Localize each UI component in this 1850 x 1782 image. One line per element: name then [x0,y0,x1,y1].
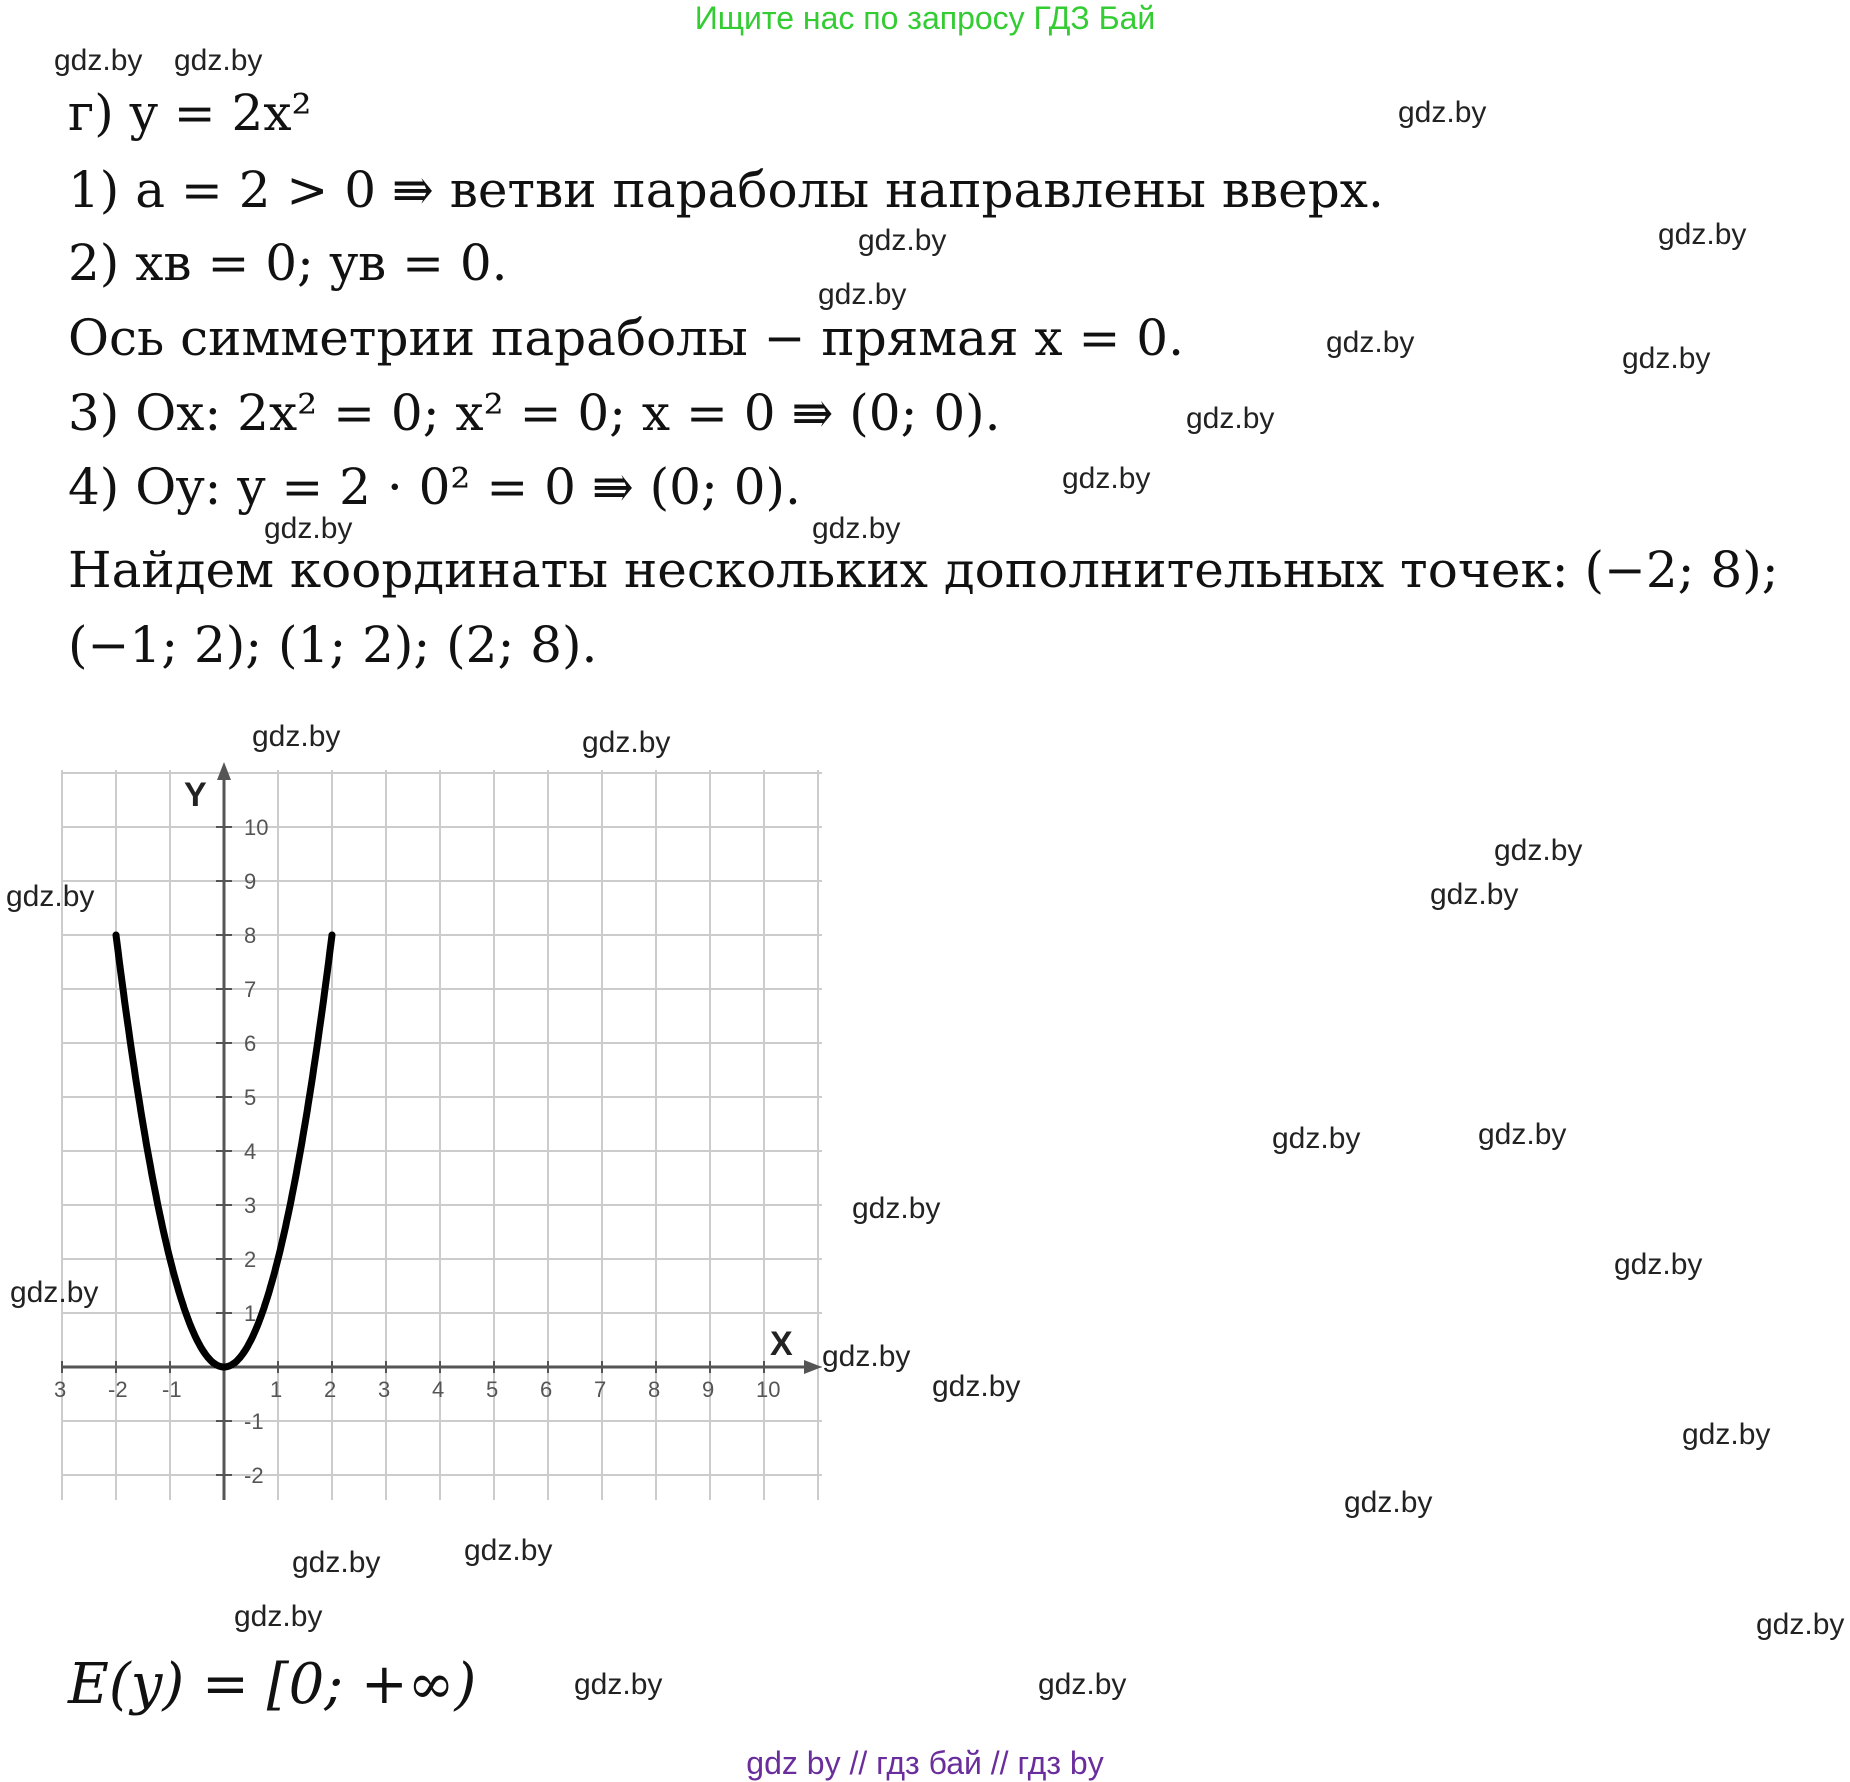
x-tick-label: 3 [378,1377,391,1402]
watermark: gdz.by [582,726,671,759]
watermark: gdz.by [852,1192,941,1225]
watermark: gdz.by [1326,326,1415,359]
watermark: gdz.by [812,512,901,545]
y-tick-label: 2 [244,1247,257,1272]
x-tick-label: 5 [486,1377,499,1402]
watermark: gdz.by [234,1600,323,1633]
watermark: gdz.by [264,512,353,545]
watermark: gdz.by [252,720,341,753]
step-3: 3) Ox: 2x² = 0; x² = 0; x = 0 ⇛ (0; 0). [68,384,1001,442]
step-4: 4) Oy: y = 2 · 0² = 0 ⇛ (0; 0). [68,458,801,516]
range-of-function: E(y) = [0; +∞) [68,1652,477,1717]
extra-points-line-2: (−1; 2); (1; 2); (2; 8). [68,616,598,674]
watermark: gdz.by [1398,96,1487,129]
y-tick-label: -1 [244,1409,264,1434]
watermark: gdz.by [1344,1486,1433,1519]
watermark: gdz.by [1186,402,1275,435]
watermark: gdz.by [858,224,947,257]
watermark: gdz.by [1658,218,1747,251]
y-axis-arrow [217,762,231,780]
y-axis-label: Y [184,776,207,814]
y-tick-label: 4 [244,1139,257,1164]
watermark: gdz.by [54,44,143,77]
watermark: gdz.by [1038,1668,1127,1701]
y-tick-label: 7 [244,977,257,1002]
search-hint-link[interactable]: Ищите нас по запросу ГДЗ Бай [694,0,1156,36]
x-tick-label: 3 [54,1377,67,1402]
y-tick-label: 10 [244,815,269,840]
x-tick-label: 7 [594,1377,607,1402]
watermark: gdz.by [292,1546,381,1579]
watermark: gdz.by [1614,1248,1703,1281]
watermark: gdz.by [1494,834,1583,867]
watermark: gdz.by [818,278,907,311]
x-tick-label: 2 [324,1377,337,1402]
x-axis-arrow [804,1360,822,1374]
x-tick-label: -2 [108,1377,128,1402]
watermark: gdz.by [932,1370,1021,1403]
y-tick-label: 3 [244,1193,257,1218]
x-tick-label: -1 [162,1377,182,1402]
y-tick-label: 6 [244,1031,257,1056]
watermark: gdz.by [1622,342,1711,375]
step-2: 2) xв = 0; yв = 0. [68,234,508,292]
watermark: gdz.by [1478,1118,1567,1151]
watermark: gdz.by [464,1534,553,1567]
watermark: gdz.by [574,1668,663,1701]
step-1: 1) a = 2 > 0 ⇛ ветви параболы направлены вверх. [68,161,1384,219]
watermark: gdz.by [1430,878,1519,911]
x-tick-label: 4 [432,1377,445,1402]
watermark: gdz.by [174,44,263,77]
extra-points-line-1: Найдем координаты нескольких дополнительных точек: (−2; 8); [68,541,1779,599]
x-tick-label: 8 [648,1377,661,1402]
x-axis-label: X [770,1325,793,1363]
y-tick-label: 8 [244,923,257,948]
x-tick-label: 10 [756,1377,781,1402]
x-tick-label: 9 [702,1377,715,1402]
watermark: gdz.by [6,880,95,913]
y-tick-label: 1 [244,1301,257,1326]
x-tick-label: 1 [270,1377,283,1402]
watermark: gdz.by [822,1340,911,1373]
watermark: gdz.by [1756,1608,1845,1641]
footer-links[interactable]: gdz by // гдз бай // гдз by [746,1745,1104,1781]
symmetry-axis-note: Ось симметрии параболы − прямая x = 0. [68,309,1185,367]
y-tick-label: 5 [244,1085,257,1110]
watermark: gdz.by [10,1276,99,1309]
watermark: gdz.by [1272,1122,1361,1155]
watermark: gdz.by [1682,1418,1771,1451]
y-tick-label: 9 [244,869,257,894]
y-tick-label: -2 [244,1463,264,1488]
x-tick-label: 6 [540,1377,553,1402]
problem-title: г) y = 2x² [68,84,312,142]
watermark: gdz.by [1062,462,1151,495]
